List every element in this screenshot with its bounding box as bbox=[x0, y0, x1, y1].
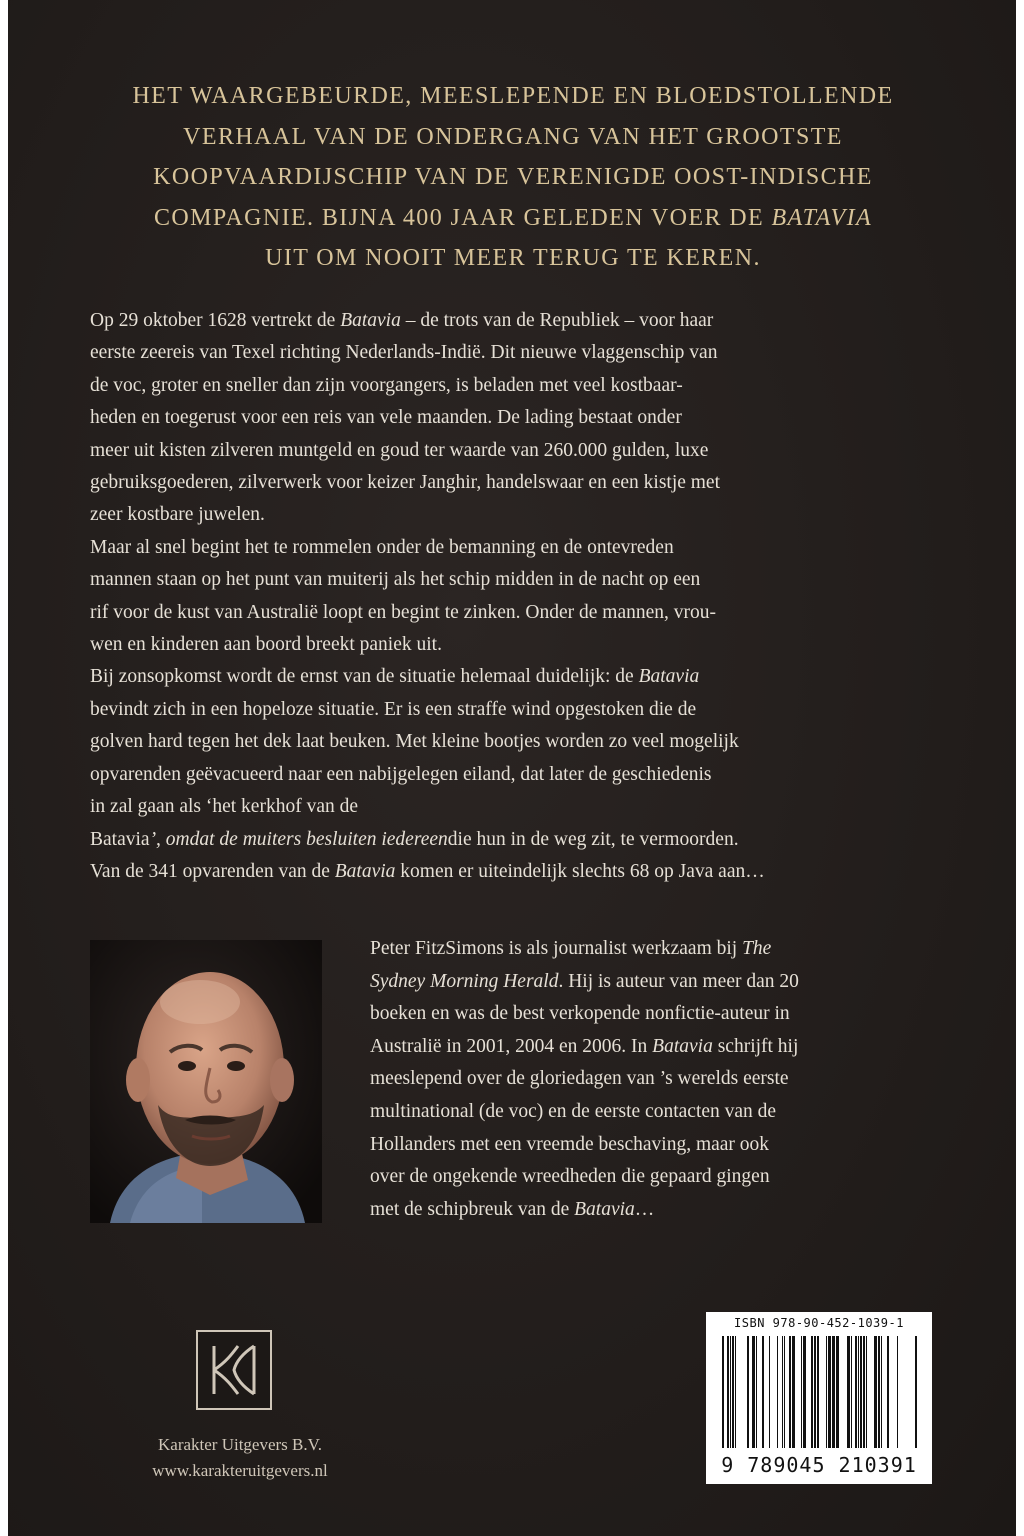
summary-line: mannen staan op het punt van muiterij als het schip midden in de nacht op een bbox=[90, 569, 701, 591]
summary-line: Batavia’, omdat de muiters besluiten iedereendie hun in de weg zit, te vermoorden. bbox=[90, 828, 739, 850]
summary-line: rif voor de kust van Australië loopt en begint te zinken. Onder de mannen, vrou- bbox=[90, 601, 716, 623]
summary-text bbox=[90, 305, 952, 888]
summary-line: Van de 341 opvarenden van de Batavia komen er uiteindelijk slechts 68 op Java aan… bbox=[90, 860, 765, 882]
summary-line: zeer kostbare juwelen. bbox=[90, 504, 265, 526]
bio-line: Hollanders met een vreemde beschaving, maar ook bbox=[370, 1133, 770, 1155]
publisher-info bbox=[100, 1432, 380, 1484]
summary-line: heden en toegerust voor een reis van vele maanden. De lading bestaat onder bbox=[90, 407, 682, 429]
tagline bbox=[68, 76, 958, 279]
bio-line: Australië in 2001, 2004 en 2006. In Batavia schrijft hij bbox=[370, 1035, 799, 1057]
publisher-website: www.karakteruitgevers.nl bbox=[152, 1461, 328, 1480]
bio-line: meeslepend over de gloriedagen van ’s werelds eerste bbox=[370, 1068, 789, 1090]
summary-line: opvarenden geëvacueerd naar een nabijgelegen eiland, dat later de geschiedenis bbox=[90, 763, 712, 785]
tagline-line: HET WAARGEBEURDE, MEESLEPENDE EN BLOEDSTOLLENDE bbox=[132, 83, 894, 109]
summary-line: gebruiksgoederen, zilverwerk voor keizer Janghir, handelswaar en een kistje met bbox=[90, 472, 721, 494]
summary-line: in zal gaan als ‘het kerkhof van de bbox=[90, 796, 359, 818]
tagline-line: VERHAAL VAN DE ONDERGANG VAN HET GROOTSTE bbox=[183, 123, 843, 150]
author-portrait bbox=[90, 940, 322, 1223]
bio-line: multinational (de voc) en de eerste contacten van de bbox=[370, 1100, 777, 1122]
publisher-logo-icon bbox=[196, 1330, 272, 1410]
bio-line: Peter FitzSimons is als journalist werkzaam bij The bbox=[370, 938, 772, 959]
summary-line: wen en kinderen aan boord breekt paniek uit. bbox=[90, 634, 442, 656]
summary-line: Op 29 oktober 1628 vertrekt de Batavia – de trots van de Republiek – voor haar bbox=[90, 310, 714, 331]
bio-line: Sydney Morning Herald. Hij is auteur van meer dan 20 bbox=[370, 970, 799, 992]
barcode-digits: 9 789045 210391 bbox=[721, 1453, 917, 1477]
isbn-label: ISBN 978-90-452-1039-1 bbox=[734, 1316, 904, 1330]
tagline-line: KOOPVAARDIJSCHIP VAN DE VERENIGDE OOST-INDISCHE bbox=[153, 164, 873, 191]
bio-line: over de ongekende wreedheden die gepaard gingen bbox=[370, 1166, 770, 1188]
summary-line: Bij zonsopkomst wordt de ernst van de situatie helemaal duidelijk: de Batavia bbox=[90, 666, 700, 688]
summary-line: eerste zeereis van Texel richting Nederlands-Indië. Dit nieuwe vlaggenschip van bbox=[90, 342, 718, 364]
tagline-line: COMPAGNIE. BIJNA 400 JAAR GELEDEN VOER DE BATAVIA bbox=[153, 204, 873, 231]
barcode bbox=[706, 1312, 932, 1484]
summary-line: golven hard tegen het dek laat beuken. Met kleine bootjes worden zo veel mogelijk bbox=[90, 731, 739, 753]
author-bio bbox=[370, 933, 940, 1226]
summary-line: Maar al snel begint het te rommelen onder de bemanning en de ontevreden bbox=[90, 536, 674, 558]
author-photo bbox=[90, 940, 322, 1223]
tagline-line: UIT OM NOOIT MEER TERUG TE KEREN. bbox=[265, 245, 761, 272]
bio-line: boeken en was de best verkopende nonfictie-auteur in bbox=[370, 1003, 790, 1025]
bio-line: met de schipbreuk van de Batavia… bbox=[370, 1198, 655, 1220]
publisher-name: Karakter Uitgevers B.V. bbox=[158, 1435, 322, 1454]
summary-line: de voc, groter en sneller dan zijn voorgangers, is beladen met veel kostbaar- bbox=[90, 374, 683, 396]
back-cover bbox=[8, 0, 1016, 1536]
summary-line: meer uit kisten zilveren muntgeld en goud ter waarde van 260.000 gulden, luxe bbox=[90, 439, 709, 461]
summary-line: bevindt zich in een hopeloze situatie. Er is een straffe wind opgestoken die de bbox=[90, 698, 697, 720]
